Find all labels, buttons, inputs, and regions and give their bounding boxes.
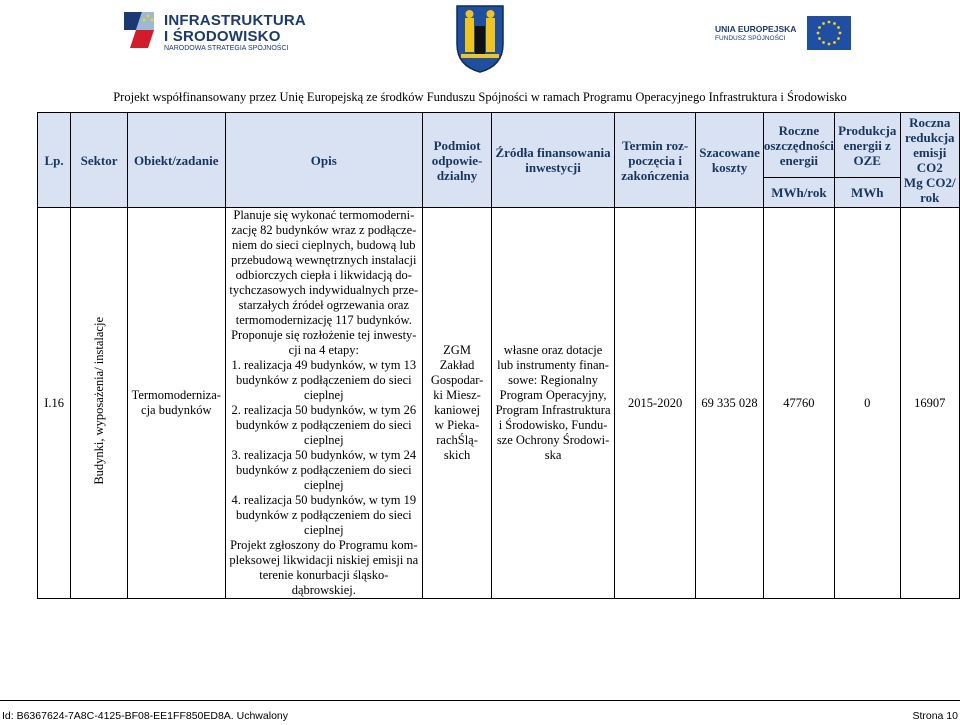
infrastruktura-logo	[120, 6, 306, 52]
logo-right-line1: UNIA EUROPEJSKA	[715, 24, 797, 34]
page-number: Strona 10	[912, 710, 958, 722]
col-podmiot: Podmiot odpowie- dzialny	[423, 113, 492, 208]
col-produkcja: Produkcja energii z OZE	[834, 113, 900, 178]
col-obiekt: Obiekt/zadanie	[128, 113, 226, 208]
cell-sektor	[71, 208, 128, 599]
page-header	[0, 0, 960, 110]
col-termin: Termin roz- poczęcia i zakończenia	[615, 113, 696, 208]
col-koszty: Szacowane koszty	[696, 113, 764, 208]
col-oszczednosci: Roczne oszczędności energii	[763, 113, 834, 178]
unit-oszczednosci: MWh/rok	[763, 178, 834, 208]
logo-left-line1: INFRASTRUKTURA	[164, 12, 306, 29]
sektor-label: Budynki, wyposażenia/ instalacje	[91, 317, 106, 485]
cell-obiekt: Termomoderniza- cja budynków	[128, 208, 226, 599]
unit-produkcja: MWh	[834, 178, 900, 208]
cell-oszczednosci: 47760	[763, 208, 834, 599]
eu-flag-icon	[807, 16, 851, 50]
cell-redukcja: 16907	[900, 208, 960, 599]
logo-right-line2: FUNDUSZ SPÓJNOŚCI	[715, 35, 786, 42]
cell-podmiot: ZGM Zakład Gospodar- ki Miesz- kaniowej w Pieka- rachŚlą- skich	[423, 208, 492, 599]
cell-zrodla: własne oraz dotacje lub instrumenty finan- sowe: Regionalny Program Operacyjny, Program Infrastruktura i Środowisko, Fundu- sze Ochrony Środowi- ska	[492, 208, 615, 599]
col-zrodla: Źródła finansowania inwestycji	[492, 113, 615, 208]
header-row	[38, 113, 960, 178]
coat-of-arms-icon	[455, 4, 505, 74]
cell-termin: 2015-2020	[615, 208, 696, 599]
col-opis: Opis	[225, 113, 423, 208]
col-redukcja: Roczna redukcja emisji CO2 Mg CO2/ rok	[900, 113, 960, 208]
document-id: Id: B6367624-7A8C-4125-BF08-EE1FF850ED8A. Uchwalony	[2, 710, 288, 722]
col-lp: Lp.	[38, 113, 71, 208]
col-sektor: Sektor	[71, 113, 128, 208]
eu-logo	[715, 14, 845, 54]
table-row	[38, 208, 960, 599]
eu-funds-mark-icon	[120, 6, 160, 50]
cell-opis: Planuje się wykonać termomoderni- zację 82 budynków wraz z podłącze- niem do sieci cieplnych, budową lub przebudową wewnętrznych instalacji odbiorczych ciepła i likwidacją do- tychczasowych indywidualnych prze- starzałych źródeł ogrzewania oraz termomodernizację 117 budynków. Proponuje się rozłożenie tej inwesty- cji na 4 etapy: 1. realizacja 49 budynków, w tym 13 budynków z podłączeniem do sieci cieplnej 2. realizacja 50 budynków, w tym 26 budynków z podłączeniem do sieci cieplnej 3. realizacja 50 budynków, w tym 24 budynków z podłączeniem do sieci cieplnej 4. realizacja 50 budynków, w tym 19 budynków z podłączeniem do sieci cieplnej Projekt zgłoszony do Programu kom- pleksowej likwidacji niskiej emisji na terenie konurbacji śląsko- dąbrowskiej.	[225, 208, 423, 599]
investment-table	[37, 112, 960, 599]
logo-left-line3: NARODOWA STRATEGIA SPÓJNOŚCI	[164, 45, 289, 52]
cell-koszty: 69 335 028	[696, 208, 764, 599]
cell-lp: I.16	[38, 208, 71, 599]
cell-produkcja: 0	[834, 208, 900, 599]
cofinancing-note: Projekt współfinansowany przez Unię Europejską ze środków Funduszu Spójności w ramach Programu Operacyjnego Infrastruktura i Środowisko	[113, 90, 847, 104]
page-footer	[0, 700, 960, 721]
logo-left-line2: I ŚRODOWISKO	[164, 28, 281, 45]
